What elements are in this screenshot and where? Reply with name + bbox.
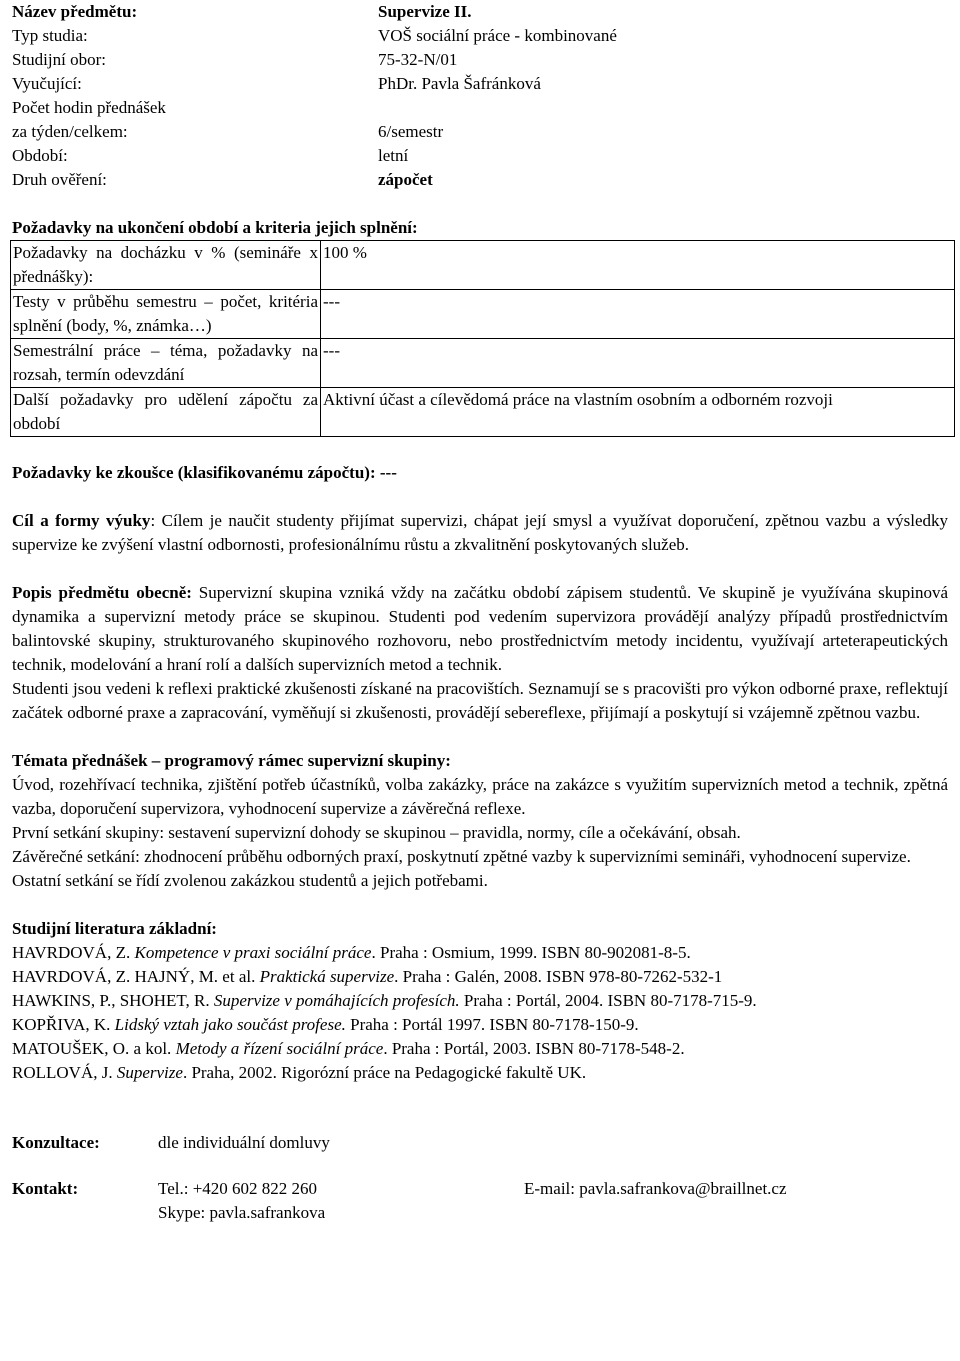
description-text: Supervizní skupina vzniká vždy na začátku období zápisem studentů. Ve skupině je využívána skupinová dynamika a supervizní metody práce se skupinou. Studenti pod vedením supervizora provádějí analýzy případů prostřednictvím balintovské skupiny, strukturovaného skupinového rozhovoru, nebo prostřednictvím metody incidentu, využívají arteterapeutických technik, modelování a hraní rolí a dalších supervizních metod a technik.: [12, 583, 948, 674]
literature-item: [12, 941, 948, 965]
lit-author: MATOUŠEK, O. a kol.: [12, 1039, 176, 1058]
literature-item: [12, 965, 948, 989]
header-value: PhDr. Pavla Šafránková: [378, 74, 541, 93]
requirement-value: Aktivní účast a cílevědomá práce na vlastním osobním a odborném rozvoji: [321, 388, 955, 437]
requirements-table: [10, 240, 955, 437]
literature-item: [12, 989, 948, 1013]
contact-label: Kontakt:: [12, 1179, 79, 1198]
header-row: [12, 168, 948, 192]
header-label: Počet hodin přednášek: [12, 98, 166, 117]
lit-title: Supervize: [116, 1063, 183, 1082]
header-value: VOŠ sociální práce - kombinované: [378, 26, 617, 45]
lit-rest: . Praha : Osmium, 1999. ISBN 80-902081-8-5.: [371, 943, 691, 962]
header-label: Vyučující:: [12, 74, 82, 93]
lit-author: HAWKINS, P., SHOHET, R.: [12, 991, 214, 1010]
header-row: [12, 120, 948, 144]
lit-title: Praktická supervize: [259, 967, 395, 986]
lit-rest: . Praha, 2002. Rigorózní práce na Pedagogické fakultě UK.: [182, 1063, 587, 1082]
exam-requirements: Požadavky ke zkoušce (klasifikovanému zápočtu): ---: [12, 463, 397, 482]
header-row: [12, 96, 948, 120]
header-value: 75-32-N/01: [378, 50, 458, 69]
header-row: [12, 0, 948, 24]
requirement-value: ---: [321, 339, 955, 388]
requirement-key: Požadavky na docházku v % (semináře x přednášky):: [11, 241, 321, 290]
header-row: [12, 48, 948, 72]
lit-author: KOPŘIVA, K.: [12, 1015, 115, 1034]
topic-item: Závěrečné setkání: zhodnocení průběhu odborných praxí, poskytnutí zpětné vazby k supervizními semináři, vyhodnocení supervize.: [12, 847, 911, 866]
topics-title: Témata přednášek – programový rámec supervizní skupiny:: [12, 751, 451, 770]
contact-phone: Tel.: +420 602 822 260: [158, 1179, 318, 1198]
header-label: Druh ověření:: [12, 170, 107, 189]
lit-rest: . Praha : Galén, 2008. ISBN 978-80-7262-532-1: [394, 967, 723, 986]
contact-row-2: [12, 1201, 948, 1225]
contact-row: [12, 1177, 948, 1201]
contact-email[interactable]: E-mail: pavla.safrankova@braillnet.cz: [524, 1179, 787, 1198]
lit-title: Lidský vztah jako součást profese.: [114, 1015, 346, 1034]
header-value: 6/semestr: [378, 122, 444, 141]
topic-item: Ostatní setkání se řídí zvolenou zakázkou studentů a jejich potřebami.: [12, 871, 488, 890]
header-label: Studijní obor:: [12, 50, 106, 69]
lit-rest: Praha : Portál, 2004. ISBN 80-7178-715-9.: [459, 991, 757, 1010]
goal-label: Cíl a formy výuky: [12, 511, 151, 530]
table-row: [11, 339, 955, 388]
course-description-2: Studenti jsou vedeni k reflexi praktické zkušenosti získané na pracovištích. Seznamují se s pracovišti pro výkon odborné praxe, reflektují začátek odborné praxe a zapracování, vyměňují si zkušenosti, provádějí sebereflexe, přijímají a poskytují si vzájemně zpětnou vazbu.: [12, 679, 948, 722]
literature-title: Studijní literatura základní:: [12, 919, 217, 938]
lit-title: Kompetence v praxi sociální práce: [134, 943, 372, 962]
topic-item: První setkání skupiny: sestavení supervizní dohody se skupinou – pravidla, normy, cíle a očekávání, obsah.: [12, 823, 741, 842]
header-label: Typ studia:: [12, 26, 88, 45]
lit-rest: Praha : Portál 1997. ISBN 80-7178-150-9.: [345, 1015, 639, 1034]
lit-title: Metody a řízení sociální práce: [175, 1039, 384, 1058]
course-header: [12, 0, 948, 192]
header-label: Název předmětu:: [12, 2, 138, 21]
course-goal: [12, 509, 948, 557]
contact-skype: Skype: pavla.safrankova: [158, 1203, 326, 1222]
header-label: Období:: [12, 146, 68, 165]
header-value: zápočet: [378, 170, 433, 189]
lit-author: ROLLOVÁ, J.: [12, 1063, 117, 1082]
lit-author: HAVRDOVÁ, Z. HAJNÝ, M. et al.: [12, 967, 260, 986]
requirement-key: Semestrální práce – téma, požadavky na rozsah, termín odevzdání: [11, 339, 321, 388]
literature-item: [12, 1061, 948, 1085]
header-row: [12, 72, 948, 96]
requirement-key: Další požadavky pro udělení zápočtu za období: [11, 388, 321, 437]
header-value: letní: [378, 146, 409, 165]
literature-item: [12, 1013, 948, 1037]
course-description: [12, 581, 948, 677]
table-row: [11, 290, 955, 339]
lit-author: HAVRDOVÁ, Z.: [12, 943, 135, 962]
course-syllabus: [12, 0, 948, 1225]
table-row: [11, 388, 955, 437]
topic-item: Úvod, rozehřívací technika, zjištění potřeb účastníků, volba zakázky, práce na zakázce s využitím supervizních metod a technik, zpětná vazba, doporučení supervizora, vyhodnocení supervize a závěrečná reflexe.: [12, 775, 948, 818]
consultation-row: [12, 1131, 948, 1155]
header-value: Supervize II.: [378, 2, 472, 21]
requirement-key: Testy v průběhu semestru – počet, kritéria splnění (body, %, známka…): [11, 290, 321, 339]
requirement-value: ---: [321, 290, 955, 339]
header-row: [12, 144, 948, 168]
header-label: za týden/celkem:: [12, 122, 128, 141]
lit-rest: . Praha : Portál, 2003. ISBN 80-7178-548-2.: [383, 1039, 685, 1058]
table-row: [11, 241, 955, 290]
description-label: Popis předmětu obecně:: [12, 583, 192, 602]
requirements-title: Požadavky na ukončení období a kriteria jejich splnění:: [12, 218, 418, 237]
consultation-label: Konzultace:: [12, 1133, 100, 1152]
literature-item: [12, 1037, 948, 1061]
goal-text: : Cílem je naučit studenty přijímat supervizi, chápat její smysl a využívat doporučení, zpětnou vazbu a výsledky supervize ke zvýšení vlastní odbornosti, profesionálnímu růstu a zkvalitnění poskytovaných služeb.: [12, 511, 948, 554]
header-row: [12, 24, 948, 48]
consultation-value: dle individuální domluvy: [158, 1133, 330, 1152]
lit-title: Supervize v pomáhajících profesích.: [213, 991, 460, 1010]
requirement-value: 100 %: [321, 241, 955, 290]
